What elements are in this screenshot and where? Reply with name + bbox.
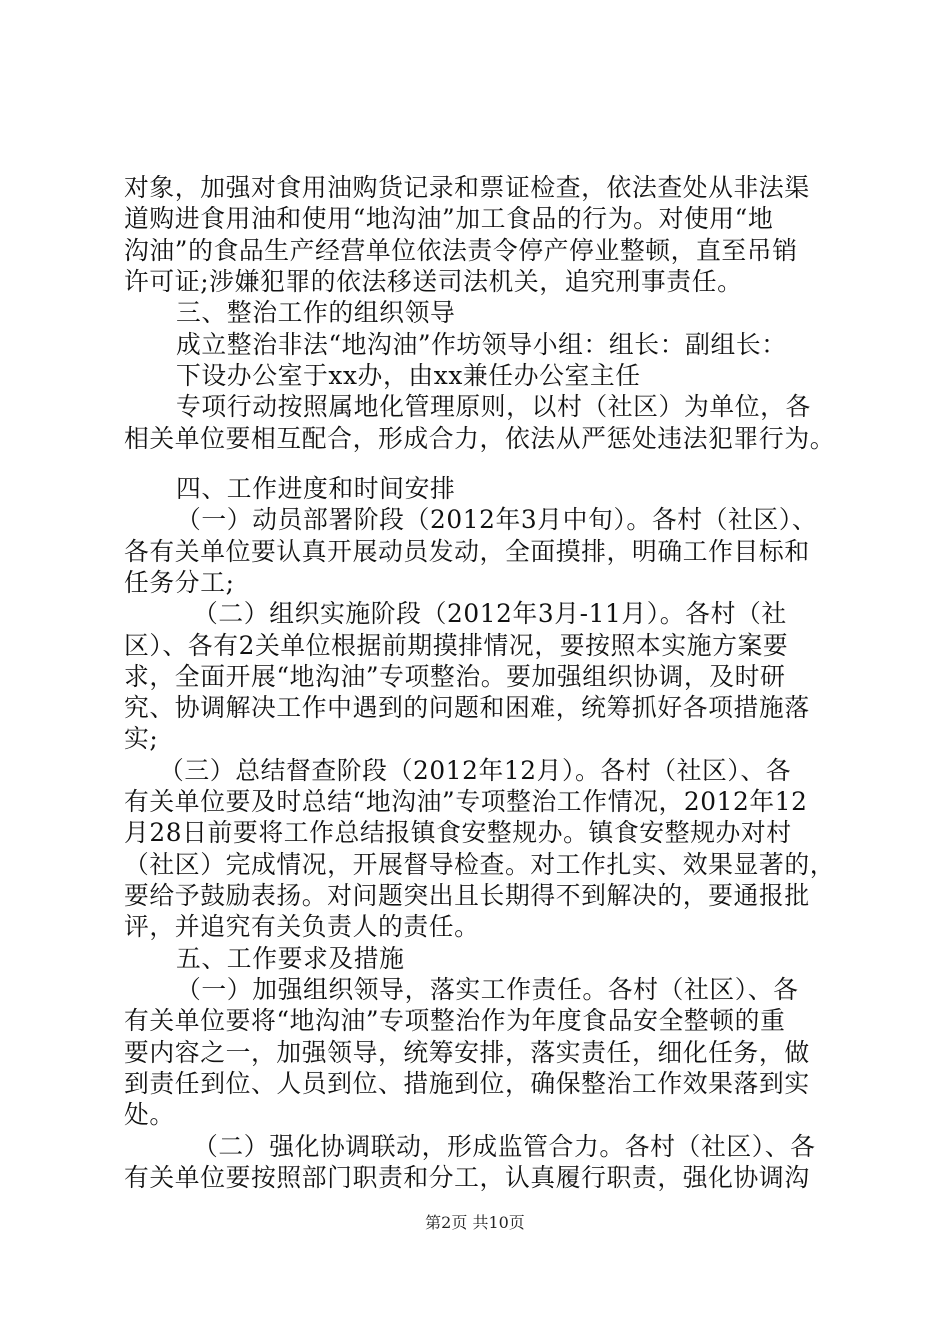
- text-line: 月28日前要将工作总结报镇食安整规办。镇食安整规办对村: [124, 818, 792, 847]
- text-line: （社区）完成情况，开展督导检查。对工作扎实、效果显著的，: [124, 850, 836, 879]
- text-line: 求，全面开展“地沟油”专项整治。要加强组织协调，及时研: [124, 662, 786, 691]
- text-line: 下设办公室于xx办，由xx兼任办公室主任: [176, 361, 641, 390]
- text-line: 成立整治非法“地沟油”作坊领导小组：组长：副组长：: [176, 330, 787, 359]
- text-line: 许可证;涉嫌犯罪的依法移送司法机关，追究刑事责任。: [124, 267, 743, 296]
- text-line: 相关单位要相互配合，形成合力，依法从严惩处违法犯罪行为。: [124, 424, 836, 453]
- text-line: 实;: [124, 724, 159, 753]
- text-line: 处。: [124, 1100, 175, 1129]
- text-line: 究、协调解决工作中遇到的问题和困难，统筹抓好各项措施落: [124, 693, 810, 722]
- text-line: 要给予鼓励表扬。对问题突出且长期得不到解决的，要通报批: [124, 881, 810, 910]
- text-line: 区）、各有2关单位根据前期摸排情况，要按照本实施方案要: [124, 631, 789, 660]
- text-line: 沟油”的食品生产经营单位依法责令停产停业整顿，直至吊销: [124, 236, 798, 265]
- text-line: 到责任到位、人员到位、措施到位，确保整治工作效果落到实: [124, 1069, 810, 1098]
- text-line: （一）动员部署阶段（2012年3月中旬）。各村（社区）、: [176, 505, 818, 534]
- text-line: （二）组织实施阶段（2012年3月-11月）。各村（社: [193, 599, 787, 628]
- page-number: 第2页 共10页: [425, 1213, 525, 1232]
- text-line: 各有关单位要认真开展动员发动，全面摸排，明确工作目标和: [124, 537, 810, 566]
- text-line: （三）总结督查阶段（2012年12月）。各村（社区）、各: [159, 756, 792, 785]
- text-line: 有关单位要及时总结“地沟油”专项整治工作情况，2012年12: [124, 787, 808, 816]
- text-line: 有关单位要按照部门职责和分工，认真履行职责，强化协调沟: [124, 1163, 810, 1192]
- text-line: 对象，加强对食用油购货记录和票证检查，依法查处从非法渠: [124, 173, 810, 202]
- text-line: 有关单位要将“地沟油”专项整治作为年度食品安全整顿的重: [124, 1006, 786, 1035]
- text-line: （二）强化协调联动，形成监管合力。各村（社区）、各: [193, 1132, 816, 1161]
- section-heading: 三、整治工作的组织领导: [176, 298, 456, 327]
- section-heading: 五、工作要求及措施: [176, 944, 405, 973]
- text-line: 评，并追究有关负责人的责任。: [124, 912, 480, 941]
- text-line: （一）加强组织领导，落实工作责任。各村（社区）、各: [176, 975, 799, 1004]
- text-line: 道购进食用油和使用“地沟油”加工食品的行为。对使用“地: [124, 204, 774, 233]
- section-heading: 四、工作进度和时间安排: [176, 474, 456, 503]
- text-line: 专项行动按照属地化管理原则，以村（社区）为单位，各: [176, 392, 811, 421]
- text-line: 任务分工;: [124, 568, 235, 597]
- text-line: 要内容之一，加强领导，统筹安排，落实责任，细化任务，做: [124, 1038, 810, 1067]
